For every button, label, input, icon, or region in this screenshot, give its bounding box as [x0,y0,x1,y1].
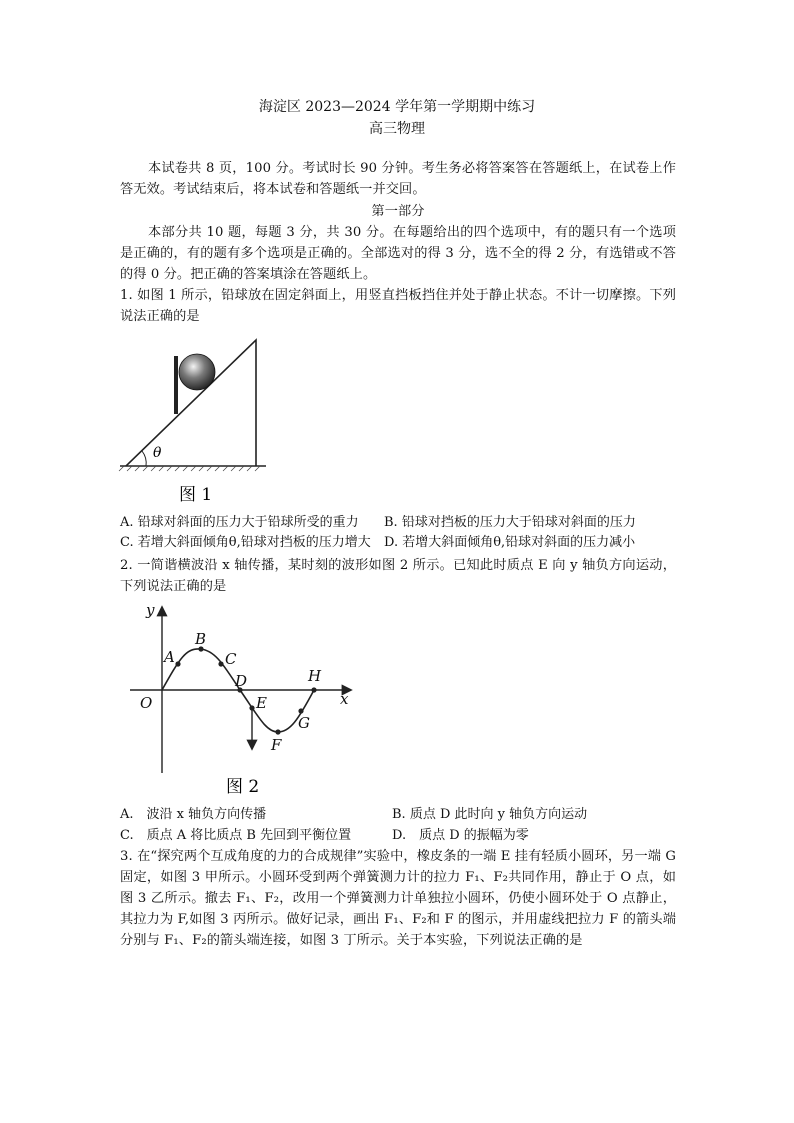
q1-option-d[interactable]: D. 若增大斜面倾角θ,铅球对斜面的压力减小 [384,535,636,550]
q1-option-b[interactable]: B. 铅球对挡板的压力大于铅球对斜面的压力 [384,515,636,530]
exam-title: 海淀区 2023—2024 学年第一学期期中练习 [258,99,536,115]
figure-2 [118,598,363,803]
point-g [298,708,303,713]
exam-subject: 高三物理 [369,121,425,137]
label-g: G [298,714,310,732]
origin-label: O [140,694,153,712]
question-2-stem: 2. 一简谐横波沿 x 轴传播，某时刻的波形如图 2 所示。已知此时质点 E 向 y 轴负方向运动，下列说法正确的是 [120,558,676,594]
figure-2-caption: 图 2 [226,777,260,797]
q2-option-b[interactable]: B. 质点 D 此时向 y 轴负方向运动 [392,807,588,822]
label-f: F [271,736,282,754]
q2-option-d[interactable]: D. 质点 D 的振幅为零 [392,828,529,843]
vertical-baffle [174,356,178,414]
lead-ball [179,354,215,390]
axis-y-label: y [146,601,155,619]
part1-heading: 第一部分 [371,204,425,219]
point-a [175,661,180,666]
q1-option-c[interactable]: C. 若增大斜面倾角θ,铅球对挡板的压力增大 [120,535,371,550]
point-c [218,661,223,666]
angle-theta-label: θ [153,445,162,461]
exam-intro: 本试卷共 8 页，100 分。考试时长 90 分钟。考生务必将答案答在答题纸上，在试卷上作答无效。考试结束后，将本试卷和答题纸一并交回。 [120,161,676,197]
figure-1 [118,334,268,510]
axis-x-label: x [340,690,349,708]
point-h [311,687,316,692]
figure-1-caption: 图 1 [179,485,213,505]
label-e: E [256,694,267,712]
label-d: D [235,672,248,690]
q1-option-a[interactable]: A. 铅球对斜面的压力大于铅球所受的重力 [120,515,359,530]
part1-instructions: 本部分共 10 题，每题 3 分，共 30 分。在每题给出的四个选项中，有的题只有一个选项是正确的，有的题有多个选项是正确的。全部选对的得 3 分，选不全的得 2 分，有选错或不答的得 0 分。把正确的答案填涂在答题纸上。 [120,225,676,282]
point-f [275,729,280,734]
label-a: A [164,648,175,666]
label-b: B [195,630,207,648]
question-1-stem: 1. 如图 1 所示，铅球放在固定斜面上，用竖直挡板挡住并处于静止状态。不计一切摩擦。下列说法正确的是 [120,288,676,324]
question-3-stem: 3. 在“探究两个互成角度的力的合成规律”实验中，橡皮条的一端 E 挂有轻质小圆环，另一端 G 固定，如图 3 甲所示。小圆环受到两个弹簧测力计的拉力 F₁、F₂共同作用，静止于 O 点，如图 3 乙所示。撤去 F₁、F₂，改用一个弹簧测力计单独拉小圆环，仍使小圆环处于 O 点静止，其拉力为 F,如图 3 丙所示。做好记录，画出 F₁、F₂和 F 的图示，并用虚线把拉力 F 的箭头端分别与 F₁、F₂的箭头端连接，如图 3 丁所示。关于本实验，下列说法正确的是 [120,849,676,948]
q2-option-c[interactable]: C. 质点 A 将比质点 B 先回到平衡位置 [120,828,352,843]
label-c: C [225,650,237,668]
q2-option-a[interactable]: A. 波沿 x 轴负方向传播 [120,807,267,822]
label-h: H [308,667,322,685]
